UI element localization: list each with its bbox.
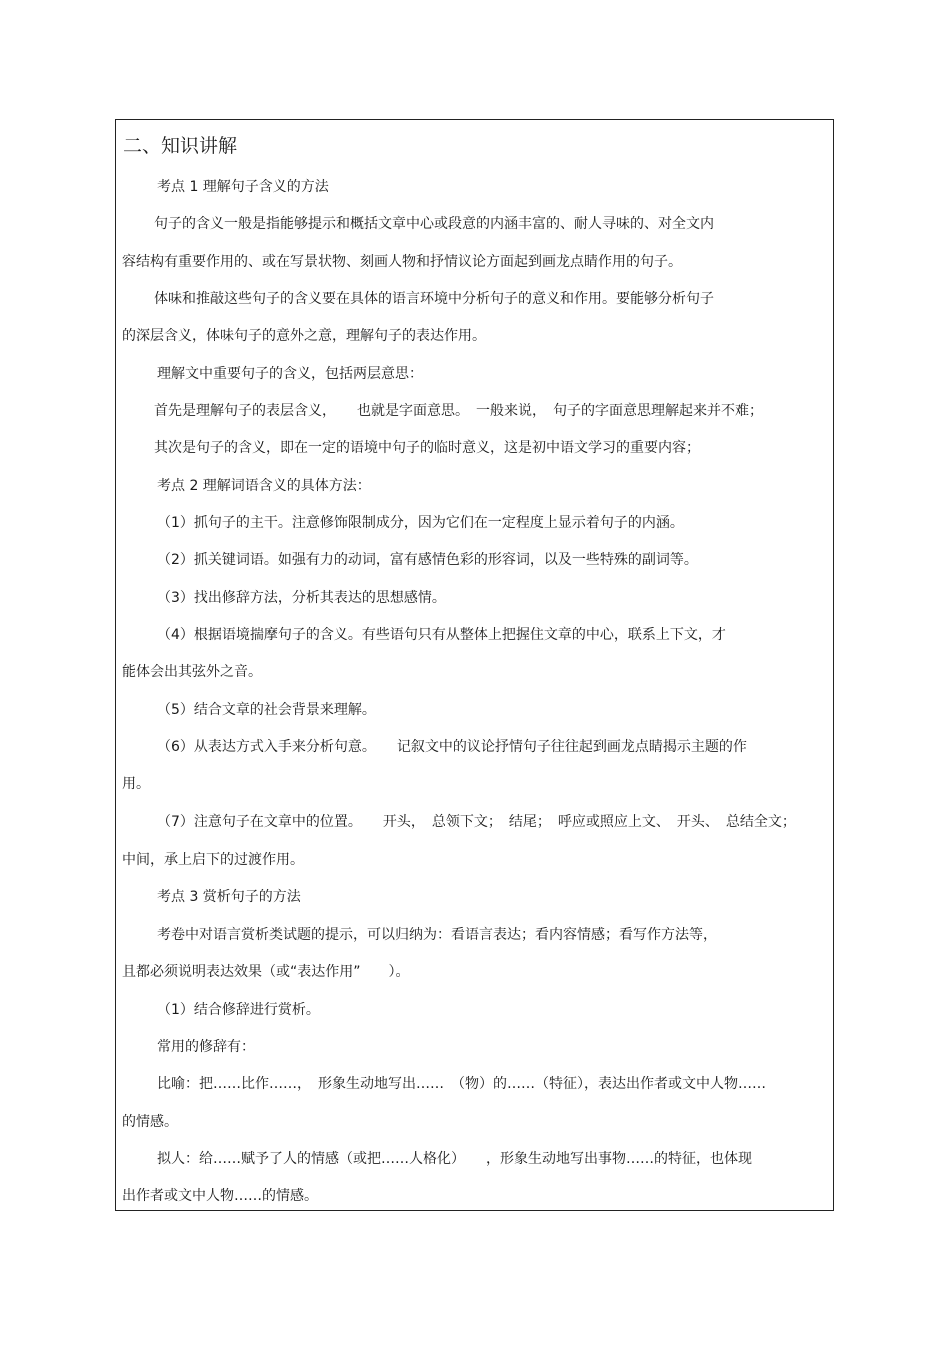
- text-line-06: 理解文中重要句子的含义，包括两层意思：: [157, 366, 423, 382]
- text-line-10: （1）抓句子的主干。注意修饰限制成分，因为它们在一定程度上显示着句子的内涵。: [157, 515, 684, 531]
- text-line-28: 出作者或文中人物……的情感。: [122, 1188, 318, 1204]
- text-line-04: 体味和推敲这些句子的含义要在具体的语言环境中分析句子的意义和作用。要能够分析句子: [154, 291, 714, 307]
- text-line-02: 句子的含义一般是指能够提示和概括文章中心或段意的内涵丰富的、耐人寻味的、对全文内: [154, 216, 714, 232]
- text-line-25: 比喻：把……比作……， 形象生动地写出…… （物）的……（特征），表达出作者或文中人物……: [157, 1076, 766, 1092]
- content-box: [115, 119, 834, 1211]
- text-line-01: 考点 1 理解句子含义的方法: [157, 179, 329, 195]
- text-line-22: 且都必须说明表达效果（或“表达作用” ）。: [122, 964, 410, 980]
- text-line-08: 其次是句子的含义，即在一定的语境中句子的临时意义，这是初中语文学习的重要内容；: [154, 440, 700, 456]
- section-title: 二、知识讲解: [123, 135, 238, 157]
- text-line-21: 考卷中对语言赏析类试题的提示，可以归纳为：看语言表达；看内容情感；看写作方法等，: [157, 927, 717, 943]
- text-line-24: 常用的修辞有：: [157, 1039, 255, 1055]
- text-line-15: （5）结合文章的社会背景来理解。: [157, 702, 376, 718]
- text-line-26: 的情感。: [122, 1114, 178, 1130]
- text-line-13: （4）根据语境揣摩句子的含义。有些语句只有从整体上把握住文章的中心，联系上下文，才: [157, 627, 726, 643]
- text-line-11: （2）抓关键词语。如强有力的动词，富有感情色彩的形容词，以及一些特殊的副词等。: [157, 552, 698, 568]
- text-line-03: 容结构有重要作用的、或在写景状物、刻画人物和抒情议论方面起到画龙点睛作用的句子。: [122, 254, 682, 270]
- text-line-18: （7）注意句子在文章中的位置。 开头， 总领下文； 结尾； 呼应或照应上文、 开头、 总结全文；: [157, 814, 796, 830]
- text-line-16: （6）从表达方式入手来分析句意。 记叙文中的议论抒情句子往往起到画龙点睛揭示主题的作: [157, 739, 747, 755]
- text-line-27: 拟人：给……赋予了人的情感（或把……人格化） ，形象生动地写出事物……的特征，也体现: [157, 1151, 752, 1167]
- text-line-09: 考点 2 理解词语含义的具体方法：: [157, 478, 371, 494]
- text-line-05: 的深层含义，体味句子的意外之意，理解句子的表达作用。: [122, 328, 486, 344]
- text-line-20: 考点 3 赏析句子的方法: [157, 889, 301, 905]
- text-line-14: 能体会出其弦外之音。: [122, 664, 262, 680]
- text-line-23: （1）结合修辞进行赏析。: [157, 1002, 320, 1018]
- text-line-17: 用。: [122, 776, 150, 792]
- text-line-07: 首先是理解句子的表层含义， 也就是字面意思。 一般来说， 句子的字面意思理解起来并不难；: [154, 403, 763, 419]
- text-line-12: （3）找出修辞方法，分析其表达的思想感情。: [157, 590, 446, 606]
- text-line-19: 中间，承上启下的过渡作用。: [122, 852, 304, 868]
